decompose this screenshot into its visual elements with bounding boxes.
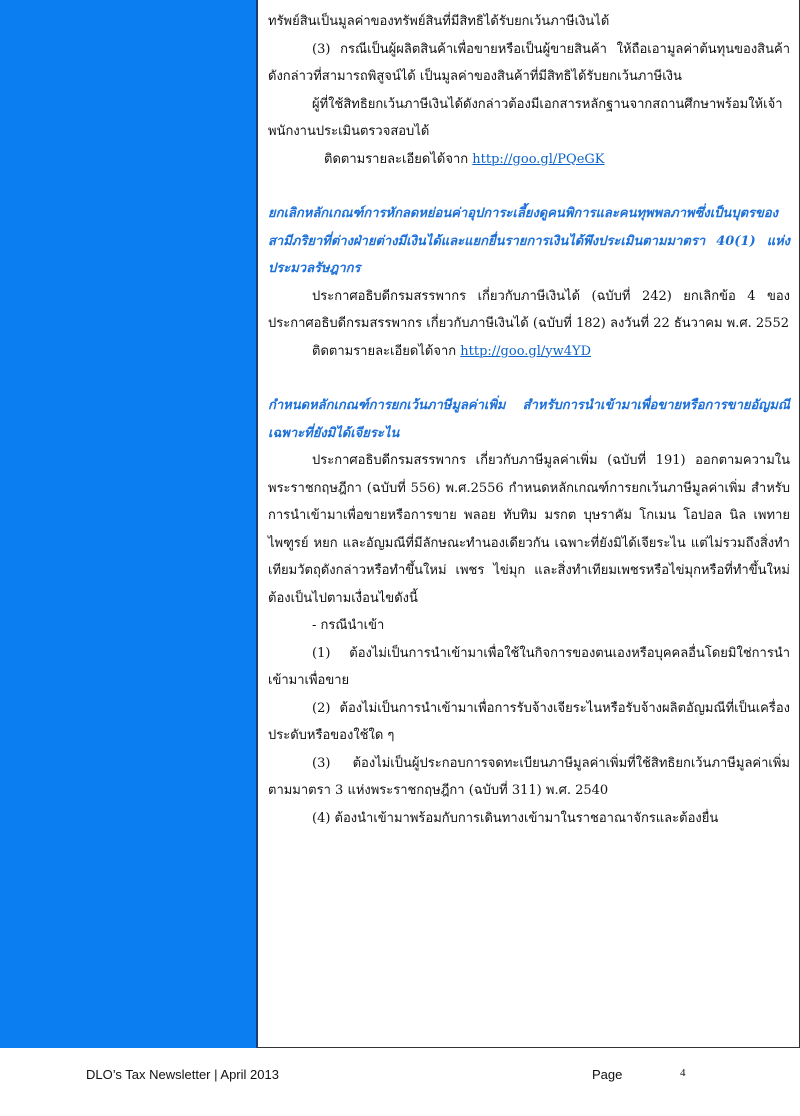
paragraph-announcement-242: ประกาศอธิบดีกรมสรรพากร เกี่ยวกับภาษีเงินได้ (ฉบับที่ 242) ยกเลิกข้อ 4 ของประกาศอธิบดีกรมสรรพากร เกี่ยวกับภาษีเงินได้ (ฉบับที่ 182) ลงวันที่ 22 ธันวาคม พ.ศ. 2552: [268, 288, 790, 331]
paragraph-announcement-191: ประกาศอธิบดีกรมสรรพากร เกี่ยวกับภาษีมูลค่าเพิ่ม (ฉบับที่ 191) ออกตามความในพระราชกฤษฎีกา (ฉบับที่ 556) พ.ศ.2556 กำหนดหลักเกณฑ์การยกเว้นภาษีมูลค่าเพิ่ม สำหรับการนำเข้ามาเพื่อขายหรือการขาย พลอย ทับทิม มรกต บุษราคัม โกเมน โอปอล นิล เพทาย ไพฑูรย์ หยก และอัญมณีที่มีลักษณะทำนองเดียวกัน เฉพาะที่ยังมิได้เจียระไน แต่ไม่รวมถึงสิ่งทำเทียมวัตถุดังกล่าวหรือทำขึ้นใหม่ เพชร ไข่มุก และสิ่งทำเทียมเพชรหรือไข่มุกหรือที่ทำขึ้นใหม่ ต้องเป็นไปตามเงื่อนไขดังนี้: [268, 453, 790, 606]
detail-line-2: [268, 338, 790, 366]
page-label: Page: [592, 1067, 623, 1082]
content-column: [258, 0, 800, 1048]
condition-4: (4) ต้องนำเข้ามาพร้อมกับการเดินทางเข้ามาในราชอาณาจักรและต้องยื่น: [312, 810, 719, 826]
page-footer: [86, 1067, 706, 1087]
spacer: [268, 365, 790, 392]
import-case-label: - กรณีนำเข้า: [312, 618, 385, 633]
sidebar-color-panel: [0, 0, 258, 1048]
page-number: 4: [680, 1067, 686, 1079]
detail-link-1[interactable]: http://goo.gl/PQeGK: [472, 151, 605, 167]
paragraph-evidence: ผู้ที่ใช้สิทธิยกเว้นภาษีเงินได้ดังกล่าวต้องมีเอกสารหลักฐานจากสถานศึกษาพร้อมให้เจ้าพนักงานประเมินตรวจสอบได้: [268, 96, 783, 139]
detail-line-1: [268, 146, 790, 174]
detail-link-2[interactable]: http://goo.gl/yw4YD: [460, 343, 592, 359]
section-heading-2: กำหนดหลักเกณฑ์การยกเว้นภาษีมูลค่าเพิ่ม สำหรับการนำเข้ามาเพื่อขายหรือการขายอัญมณี เฉพาะที่ยังมิได้เจียระไน: [268, 398, 790, 441]
paragraph-item-3: (3) กรณีเป็นผู้ผลิตสินค้าเพื่อขายหรือเป็นผู้ขายสินค้า ให้ถือเอามูลค่าต้นทุนของสินค้าดังกล่าวที่สามารถพิสูจน์ได้ เป็นมูลค่าของสินค้าที่มีสิทธิได้รับยกเว้นภาษีเงิน: [268, 41, 790, 84]
condition-1: (1) ต้องไม่เป็นการนำเข้ามาเพื่อใช้ในกิจการของตนเองหรือบุคคลอื่นโดยมิใช่การนำเข้ามาเพื่อขาย: [268, 645, 790, 688]
content-text: [268, 8, 790, 832]
detail-label: ติดตามรายละเอียดได้จาก: [324, 151, 473, 167]
spacer: [268, 173, 790, 200]
condition-2: (2) ต้องไม่เป็นการนำเข้ามาเพื่อการรับจ้างเจียระไนหรือรับจ้างผลิตอัญมณีที่เป็นเครื่องประดับหรือของใช้ใด ๆ: [268, 700, 790, 743]
detail-label: ติดตามรายละเอียดได้จาก: [312, 343, 461, 359]
condition-3: (3) ต้องไม่เป็นผู้ประกอบการจดทะเบียนภาษีมูลค่าเพิ่มที่ใช้สิทธิยกเว้นภาษีมูลค่าเพิ่มตามมาตรา 3 แห่งพระราชกฤษฎีกา (ฉบับที่ 311) พ.ศ. 2540: [268, 755, 790, 798]
section-heading-1: ยกเลิกหลักเกณฑ์การหักลดหย่อนค่าอุปการะเลี้ยงดูคนพิการและคนทุพพลภาพซึ่งเป็นบุตรของสามีภริยาที่ต่างฝ่ายต่างมีเงินได้และแยกยื่นรายการเงินได้พึงประเมินตามมาตรา 40(1) แห่งประมวลรัษฎากร: [268, 206, 790, 276]
paragraph-continuation: ทรัพย์สินเป็นมูลค่าของทรัพย์สินที่มีสิทธิได้รับยกเว้นภาษีเงินได้: [268, 14, 610, 29]
newsletter-title: DLO’s Tax Newsletter | April 2013: [86, 1067, 279, 1082]
